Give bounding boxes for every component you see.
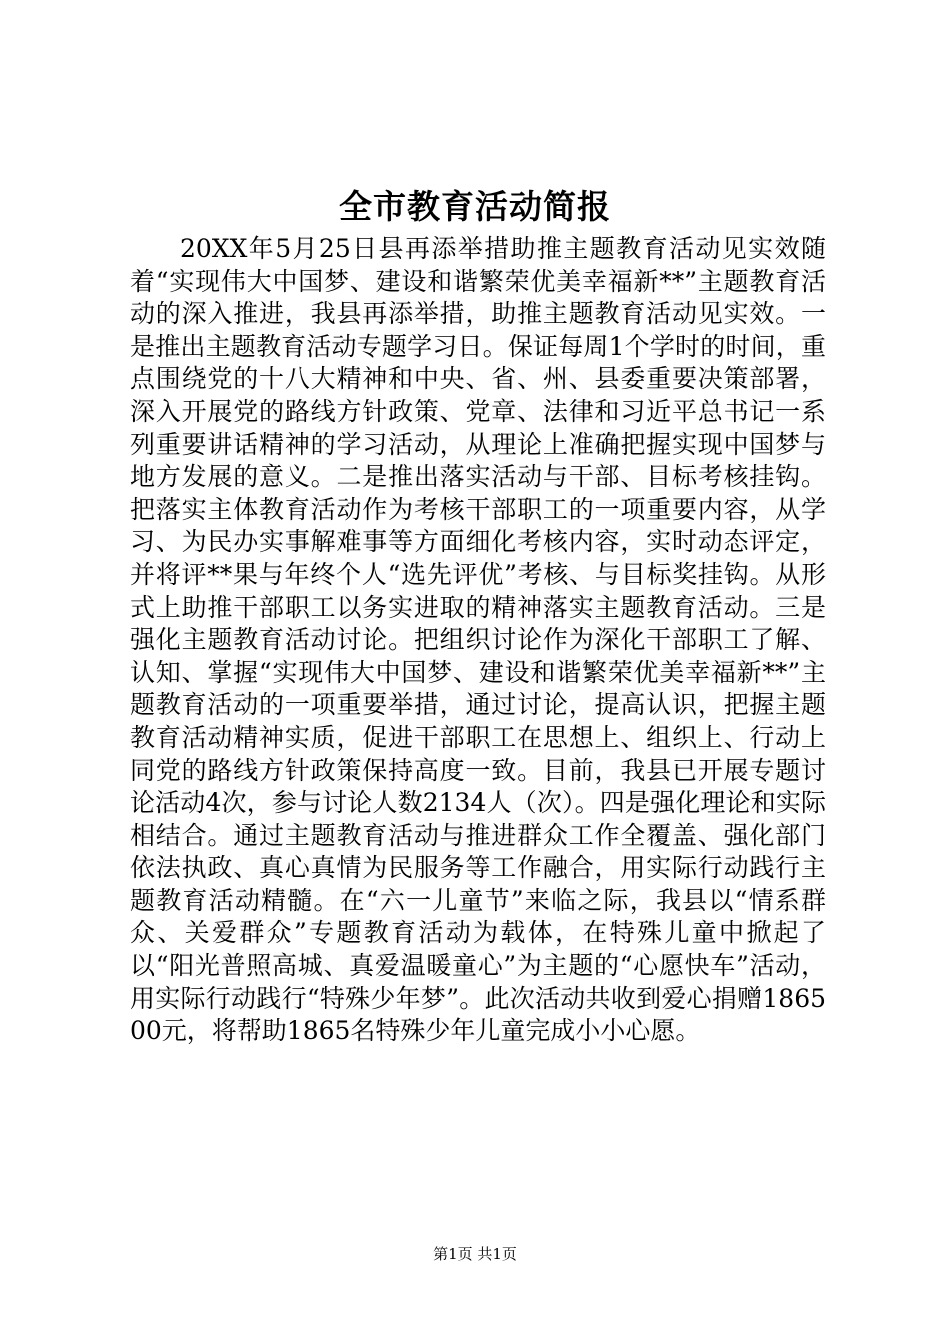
document-title: 全市教育活动简报 [339, 187, 611, 226]
body-paragraph: 20XX年5月25日县再添举措助推主题教育活动见实效随着“实现伟大中国梦、建设和谐繁荣优美幸福新**”主题教育活动的深入推进，我县再添举措，助推主题教育活动见实效。一是推出主题教育活动专题学习日。保证每周1个学时的时间，重点围绕党的十八大精神和中央、省、州、县委重要决策部署，深入开展党的路线方针政策、党章、法律和习近平总书记一系列重要讲话精神的学习活动，从理论上准确把握实现中国梦与地方发展的意义。二是推出落实活动与干部、目标考核挂钩。把落实主体教育活动作为考核干部职工的一项重要内容，从学习、为民办实事解难事等方面细化考核内容，实时动态评定，并将评**果与年终个人“选先评优”考核、与目标奖挂钩。从形式上助推干部职工以务实进取的精神落实主题教育活动。三是强化主题教育活动讨论。把组织讨论作为深化干部职工了解、认知、掌握“实现伟大中国梦、建设和谐繁荣优美幸福新**”主题教育活动的一项重要举措，通过讨论，提高认识，把握主题教育活动精神实质，促进干部职工在思想上、组织上、行动上同党的路线方针政策保持高度一致。目前，我县已开展专题讨论活动4次，参与讨论人数2134人（次）。四是强化理论和实际相结合。通过主题教育活动与推进群众工作全覆盖、强化部门依法执政、真心真情为民服务等工作融合，用实际行动践行主题教育活动精髓。在“六一儿童节”来临之际，我县以“情系群众、关爱群众”专题教育活动为载体，在特殊儿童中掀起了以“阳光普照高城、真爱温暖童心”为主题的“心愿快车”活动，用实际行动践行“特殊少年梦”。此次活动共收到爱心捐赠186500元，将帮助1865名特殊少年儿童完成小小心愿。 [130, 234, 826, 1046]
page-footer: 第1页 共1页 [433, 1245, 517, 1263]
